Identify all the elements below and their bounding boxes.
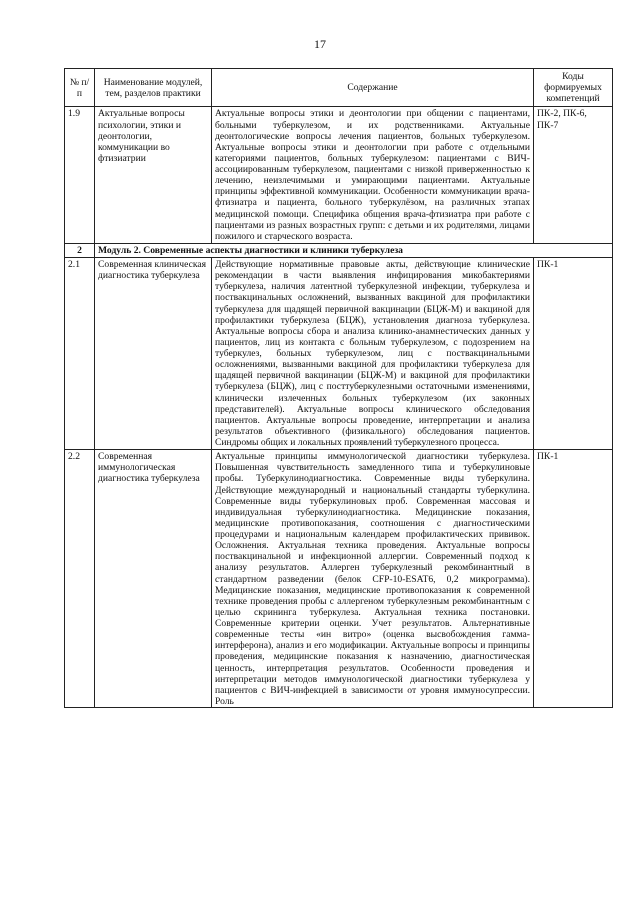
table-header-row bbox=[65, 69, 613, 107]
topic-name: Актуальные вопросы психологии, этики и деонтологии, коммуникации во фтизиатрии bbox=[95, 107, 212, 244]
header-codes: Коды формируемых компетенций bbox=[534, 69, 613, 107]
table-row bbox=[65, 450, 613, 708]
topic-name: Современная клиническая диагностика туберкулеза bbox=[95, 258, 212, 450]
table-row bbox=[65, 258, 613, 450]
competence-codes: ПК-1 bbox=[534, 258, 613, 450]
topic-content: Действующие нормативные правовые акты, действующие клинические рекомендации в части выявления инфицирования микобактериями туберкулеза, наличия латентной туберкулезной инфекции, туберкулеза и поствакцинальных осложнений, вызванных вакциной для профилактики туберкулеза для щадящей первичной вакцинации (БЦЖ-М) и вакциной для профилактики туберкулеза (БЦЖ), установления диагноза туберкулеза. Актуальные вопросы сбора и анализа клинико-анамнестических данных у пациентов, лиц из контакта с больным туберкулезом, с подозрением на туберкулез, больных туберкулезом, лиц с поствакцинальными осложнениями, вызванными вакциной для профилактики туберкулеза для щадящей первичной вакцинации (БЦЖ-М) и вакциной для профилактики туберкулеза (БЦЖ), лиц с посттуберкулезными остаточными изменениями, клинически излеченных больных туберкулезом (их законных представителей). Актуальные вопросы клинического обследования пациентов. Актуальные вопросы проведение, интерпретации и анализа результатов объективного (физикального) обследования пациентов. Синдромы общих и локальных проявлений туберкулезного процесса. bbox=[212, 258, 534, 450]
row-number: 1.9 bbox=[65, 107, 95, 244]
header-content: Содержание bbox=[212, 69, 534, 107]
topic-content: Актуальные принципы иммунологической диагностики туберкулеза. Повышенная чувствительность замедленного типа и туберкулиновые пробы. Туберкулинодиагностика. Современные виды туберкулина. Действующие международный и национальный стандарты туберкулина. Современные виды туберкулиновых проб. Современная массовая и индивидуальная туберкулинодиагностика. Медицинские показания, медицинские противопоказания, соотношения с диагностическими процедурами и национальным календарем профилактических прививок. Осложнения. Актуальная техника проведения. Актуальные вопросы поствакцинальной и инфекционной аллергии. Современный подход к анализу результатов. Аллерген туберкулезный рекомбинантный в стандартном разведении (белок CFP-10-ESAT6, 0,2 микрограмма). Медицинские показания, медицинские противопоказания к современной технике проведения пробы с аллергеном туберкулезным рекомбинантным с целью скрининга туберкулеза. Актуальная техника постановки. Современные критерии оценки. Учет результатов. Альтернативные современные тесты «ин витро» (оценка высвобождения гамма-интерферона), анализ и его модификации. Актуальные вопросы и принципы проведения, медицинские показания к назначению, диагностическая ценность, интерпретация результатов. Особенности проведения и интерпретации методов иммунологической диагностики туберкулеза у пациентов с ВИЧ-инфекцией в зависимости от уровня иммуносупрессии. Роль bbox=[212, 450, 534, 708]
module-number: 2 bbox=[65, 243, 95, 257]
competence-codes: ПК-2, ПК-6, ПК-7 bbox=[534, 107, 613, 244]
row-number: 2.2 bbox=[65, 450, 95, 708]
competence-codes: ПК-1 bbox=[534, 450, 613, 708]
header-name: Наименование модулей, тем, разделов практики bbox=[95, 69, 212, 107]
module-row bbox=[65, 243, 613, 257]
header-num: № п/п bbox=[65, 69, 95, 107]
curriculum-table bbox=[64, 68, 613, 708]
row-number: 2.1 bbox=[65, 258, 95, 450]
page-number: 17 bbox=[314, 37, 326, 51]
table-row bbox=[65, 107, 613, 244]
topic-name: Современная иммунологическая диагностика туберкулеза bbox=[95, 450, 212, 708]
module-title: Модуль 2. Современные аспекты диагностики и клиники туберкулеза bbox=[95, 243, 613, 257]
topic-content: Актуальные вопросы этики и деонтологии при общении с пациентами, больными туберкулезом, и их родственниками. Актуальные деонтологические вопросы лечения пациентов, больных туберкулезом. Актуальные вопросы этики и деонтологии при работе с отдельными категориями пациентов, больных туберкулезом: пациентами с ВИЧ-ассоциированным туберкулезом, пациентами с низкой приверженностью к лечению, неизлечимыми и умирающими пациентами. Актуальные принципы эффективной коммуникации. Особенности коммуникации врача-фтизиатра и пациента, больного туберкулёзом, на различных этапах медицинской помощи. Специфика общения врача-фтизиатра при работе с пациентами из разных возрастных групп: с детьми и их родителями, лицами пожилого и старческого возраста. bbox=[212, 107, 534, 244]
